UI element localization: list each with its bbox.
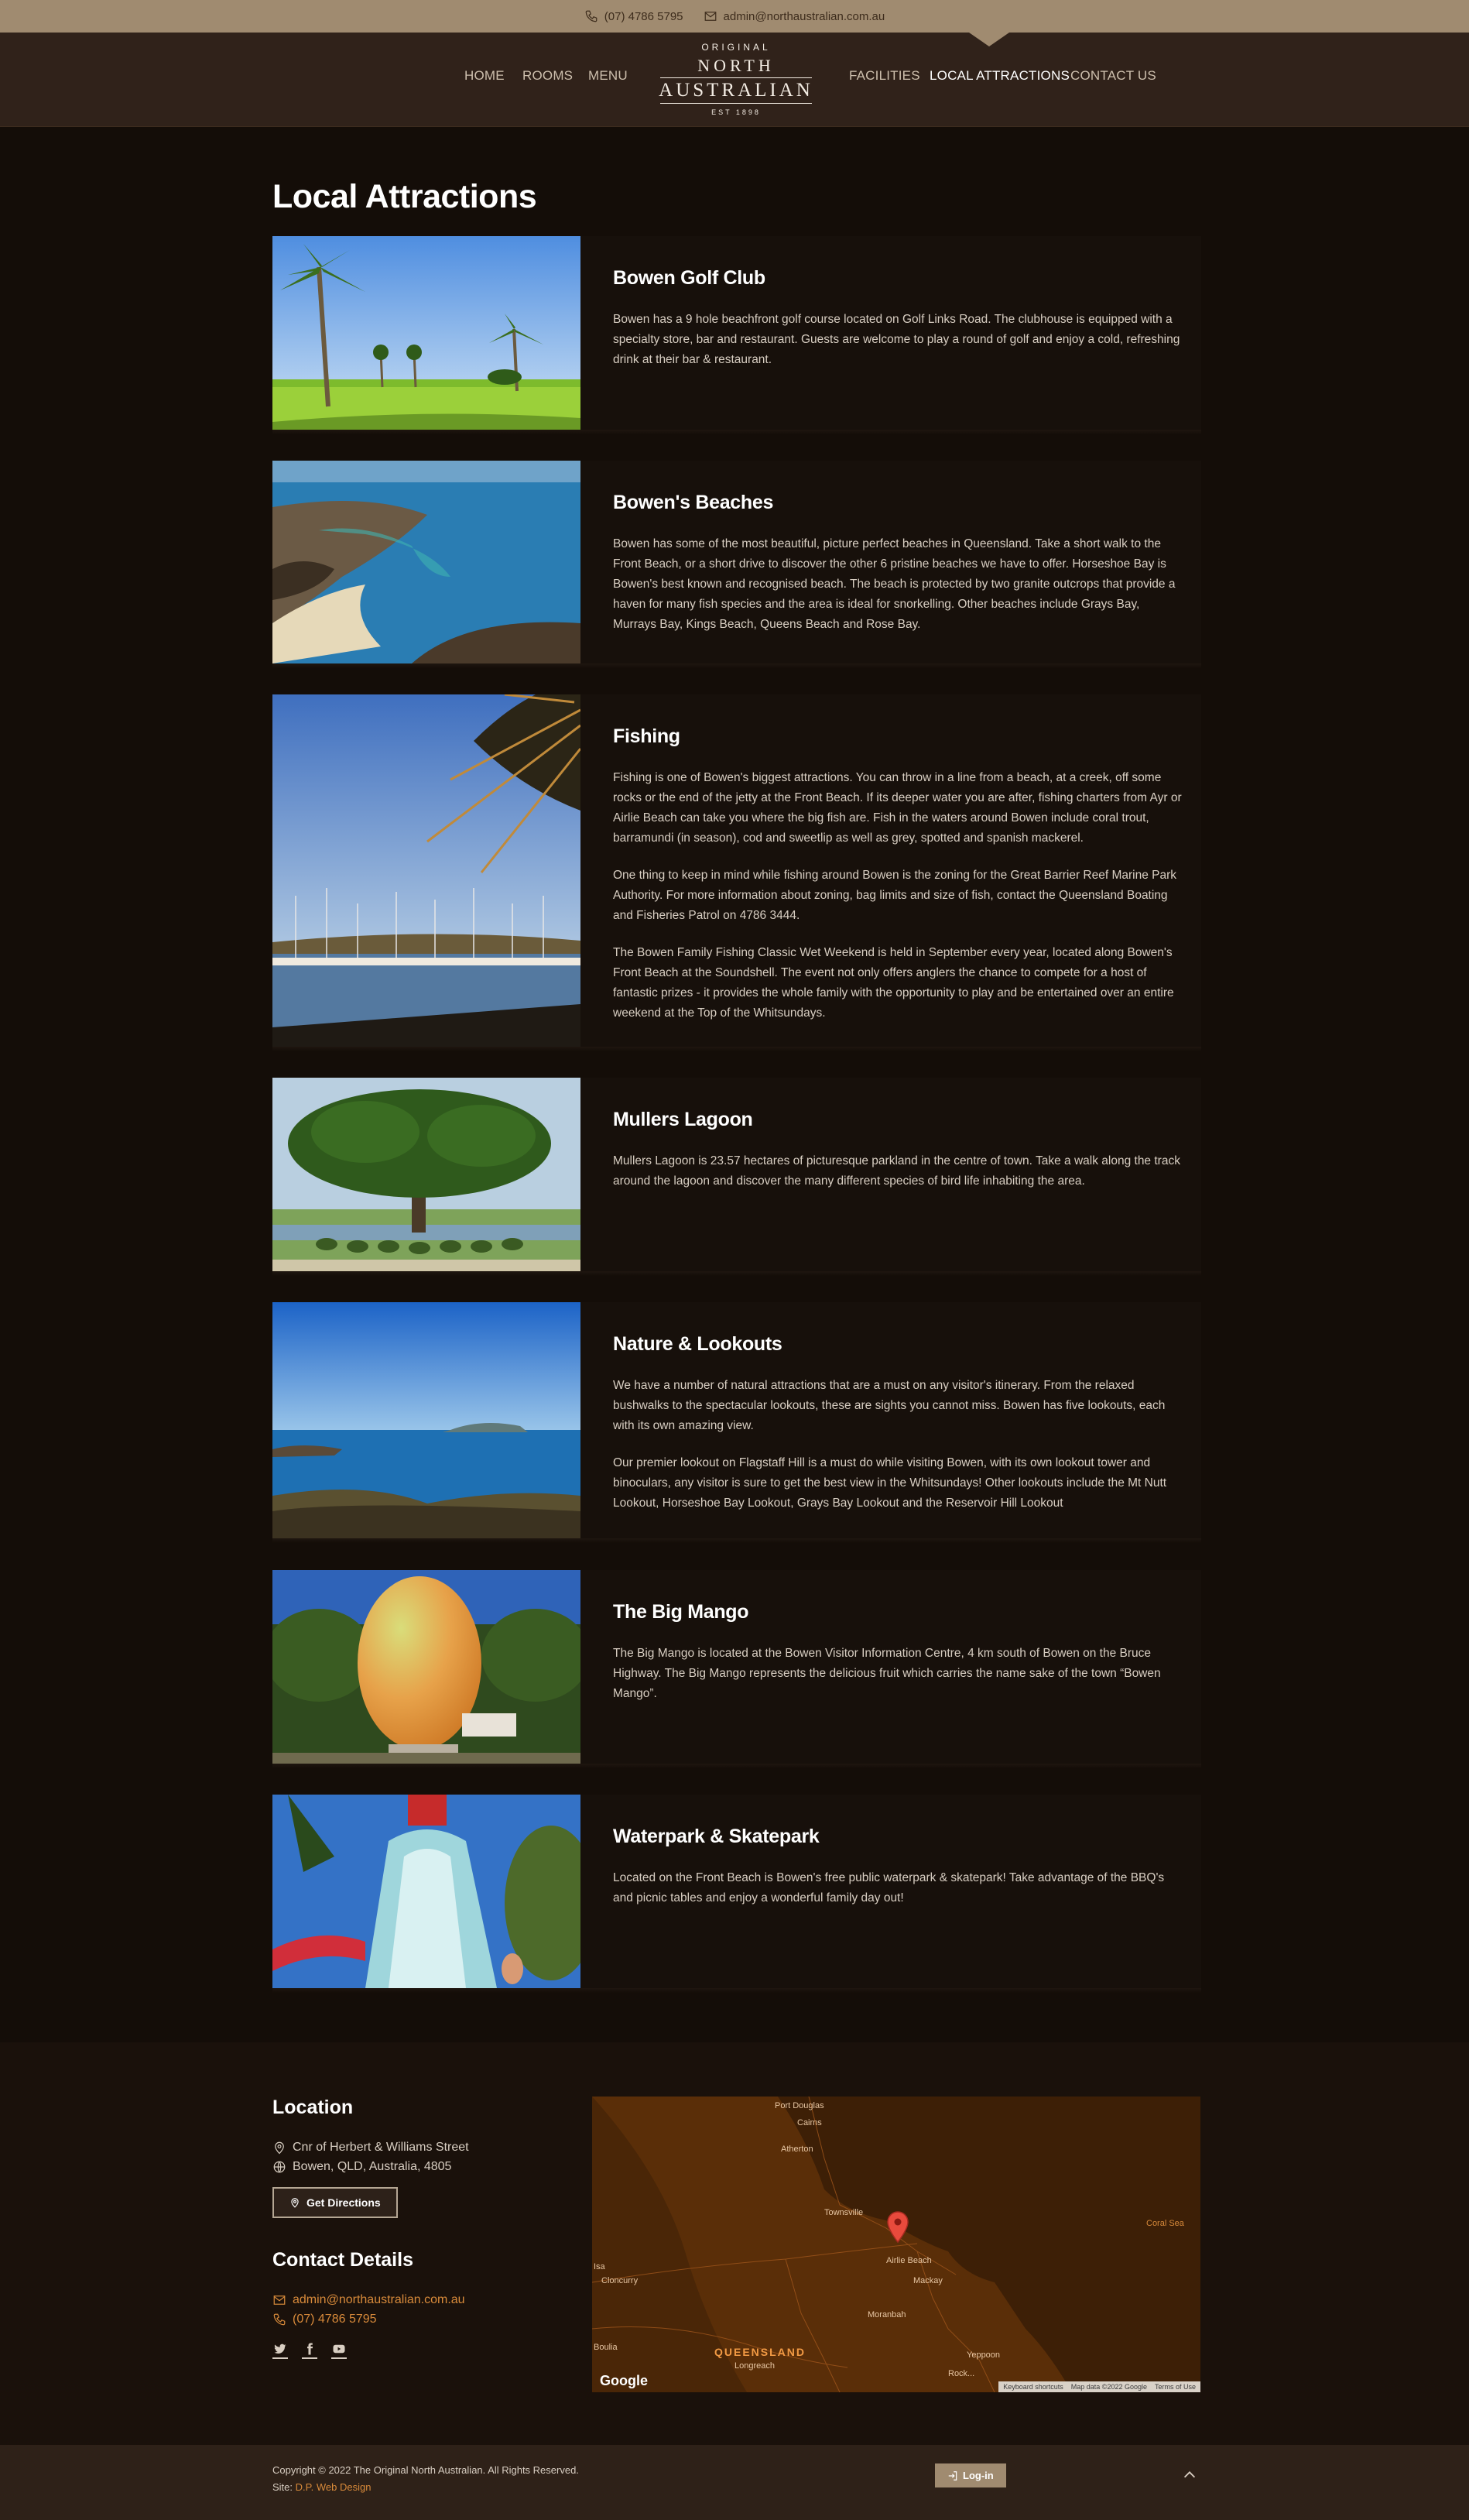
attraction-paragraph: One thing to keep in mind while fishing around Bowen is the zoning for the Great Barrier Reef Marine Park Authority. For more information about zoning, bag limits and size of fish, contact the Queensland Boating and Fisheries Patrol on 4786 3444. [613,869,1177,922]
map-data-credit: Map data ©2022 Google [1070,2383,1147,2391]
nav-local-attractions[interactable]: LOCAL ATTRACTIONS [930,68,1070,83]
attraction-body [613,267,1186,387]
location-heading: Location [272,2097,354,2118]
address-line-1-text: Cnr of Herbert & Williams Street [293,2141,469,2154]
map-label-mackay: Mackay [913,2276,943,2285]
attraction-paragraph: The Big Mango is located at the Bowen Visitor Information Centre, 4 km south of Bowen on the Bruce Highway. The Big Mango represents the delicious fruit which carries the name sake of the town “Bowen Mango”. [613,1647,1161,1700]
attraction-paragraph: The Bowen Family Fishing Classic Wet Weekend is held in September every year, located along Bowen's Front Beach at the Soundshell. The event not only offers anglers the chance to compete for a host of fantastic prizes - it provides the whole family with the opportunity to play and be entertained over an entire weekend at the Top of the Whitsundays. [613,946,1174,1020]
twitter-icon[interactable] [272,2342,288,2359]
map-label-longreach: Longreach [734,2361,775,2371]
attraction-body [613,492,1186,652]
attraction-photo-beaches [272,461,580,663]
attraction-paragraph: Fishing is one of Bowen's biggest attractions. You can throw in a line from a beach, at a creek, off some rocks or the end of the jetty at the Front Beach. If its deeper water you are after, fishing charters from Ayr or Airlie Beach can take you where the big fish are. Fish in the waters around Bowen include coral trout, barramundi (in season), cod and sweetlip as well as grey, spotted and spanish mackerel. [613,771,1182,845]
attraction-body [613,1601,1186,1721]
attraction-body [613,725,1186,1041]
address-line-2 [272,2160,551,2174]
logo-divider [660,103,812,104]
phone-icon [584,9,598,23]
attraction-title: Fishing [613,725,680,747]
logo-est: EST 1898 [711,108,761,116]
attraction-title: Waterpark & Skatepark [613,1826,820,1847]
site-credit [272,2479,579,2496]
topbar-phone[interactable] [584,9,683,23]
footer-phone[interactable] [272,2313,551,2326]
map-label-boulia: Boulia [594,2343,618,2352]
map-label-isa: Isa [594,2262,605,2271]
map-label-atherton: Atherton [781,2145,813,2154]
attraction-divider [272,663,1201,668]
phone-icon [272,2313,286,2326]
attraction-fishing [272,694,1201,1058]
copyright-block [272,2462,579,2496]
map-marker-icon[interactable] [886,2211,909,2244]
page-title: Local Attractions [272,178,537,215]
map-pin-icon [289,2197,300,2208]
attraction-title: Bowen's Beaches [613,492,774,513]
attraction-golf [272,236,1201,445]
nav-rooms[interactable]: ROOMS [522,68,574,83]
google-logo: Google [600,2373,648,2388]
nav-facilities[interactable]: FACILITIES [849,68,920,83]
attraction-photo-big-mango [272,1570,580,1764]
map-label-rock: Rock... [948,2369,975,2378]
attraction-title: Nature & Lookouts [613,1333,782,1355]
mail-icon [704,9,717,23]
attraction-divider [272,1764,1201,1768]
logo-australian: AUSTRALIAN [659,80,813,101]
attraction-divider [272,1047,1201,1051]
map-label-airlie-beach: Airlie Beach [886,2256,932,2265]
mail-icon [272,2293,286,2307]
logo-original: ORIGINAL [701,42,771,53]
attraction-title: Bowen Golf Club [613,267,765,289]
get-directions-button[interactable] [272,2187,398,2218]
map-terrain [592,2097,1200,2392]
map-keyboard-shortcuts[interactable]: Keyboard shortcuts [1003,2383,1063,2391]
attraction-paragraph: Mullers Lagoon is 23.57 hectares of picturesque parkland in the centre of town. Take a walk along the track around the lagoon and discover the many different species of bird life inhabiting the area. [613,1154,1180,1188]
map-label-cloncurry: Cloncurry [601,2276,639,2285]
contact-details-heading: Contact Details [272,2249,413,2271]
topbar-phone-text: (07) 4786 5795 [604,9,683,23]
attraction-paragraph: We have a number of natural attractions that are a must on any visitor's itinerary. From the relaxed bushwalks to the spectacular lookouts, these are sights you cannot miss. Bowen has five lookouts, each with its own amazing view. [613,1379,1166,1432]
attraction-divider [272,1271,1201,1276]
map-pin-icon [272,2141,286,2155]
top-contact-bar [0,0,1469,33]
attraction-title: The Big Mango [613,1601,749,1623]
attraction-photo-lookouts [272,1302,580,1538]
attraction-photo-fishing [272,694,580,1047]
attraction-title: Mullers Lagoon [613,1109,753,1130]
bottom-bar [0,2445,1469,2520]
attraction-divider [272,1538,1201,1543]
topbar-email-text: admin@northaustralian.com.au [723,9,885,23]
get-directions-label: Get Directions [306,2196,381,2209]
attraction-divider [272,430,1201,434]
attraction-waterpark [272,1795,1201,2004]
attraction-photo-golf [272,236,580,430]
map-label-yeppoon: Yeppoon [967,2350,1001,2360]
login-icon [947,2470,958,2481]
topbar-email[interactable] [704,9,885,23]
attraction-photo-waterpark [272,1795,580,1988]
globe-icon [272,2160,286,2174]
map-label-moranbah: Moranbah [868,2310,906,2319]
attraction-beaches [272,461,1201,677]
logo-north: NORTH [697,56,775,75]
map-label-port-douglas: Port Douglas [775,2101,824,2110]
footer-email[interactable] [272,2293,551,2307]
map-label-coral-sea: Coral Sea [1146,2219,1184,2228]
attraction-body [613,1826,1186,1925]
chevron-up-icon[interactable] [1181,2467,1198,2484]
attraction-paragraph: Bowen has some of the most beautiful, picture perfect beaches in Queensland. Take a short walk to the Front Beach, or a short drive to discover the other 6 pristine beaches we have to offer. Horseshoe Bay is Bowen's best known and recognised beach. The beach is protected by two granite outcrops that provide a haven for many fish species and the area is ideal for snorkelling. Other beaches include Grays Bay, Murrays Bay, Kings Beach, Queens Beach and Rose Bay. [613,537,1176,631]
nav-contact-us[interactable]: CONTACT US [1070,68,1156,83]
copyright-text: Copyright © 2022 The Original North Australian. All Rights Reserved. [272,2464,579,2476]
logo-divider [660,77,812,78]
map-label-cairns: Cairns [797,2118,822,2127]
site-logo[interactable] [655,37,817,124]
site-credit-link[interactable]: D.P. Web Design [295,2481,372,2493]
social-links [272,2342,551,2359]
facebook-icon[interactable] [302,2342,317,2359]
location-map[interactable] [592,2097,1200,2392]
attraction-paragraph: Bowen has a 9 hole beachfront golf course located on Golf Links Road. The clubhouse is equipped with a specialty store, bar and restaurant. Guests are welcome to play a round of golf and enjoy a cold, refreshing drink at their bar & restaurant. [613,313,1180,366]
attraction-big-mango [272,1570,1201,1779]
map-terms-of-use[interactable]: Terms of Use [1154,2383,1196,2391]
attraction-body [613,1109,1186,1209]
address-line-2-text: Bowen, QLD, Australia, 4805 [293,2160,452,2173]
address-line-1 [272,2141,551,2155]
map-label-queensland: QUEENSLAND [714,2346,806,2358]
map-attribution [998,2381,1200,2392]
nav-home[interactable]: HOME [464,68,505,83]
attraction-paragraph: Located on the Front Beach is Bowen's free public waterpark & skatepark! Take advantage of the BBQ's and picnic tables and enjoy a wonderful family day out! [613,1871,1165,1905]
attraction-paragraph: Our premier lookout on Flagstaff Hill is a must do while visiting Bowen, with its own lookout tower and binoculars, any visitor is sure to get the best view in the Whitsundays! Other lookouts include the Mt Nutt Lookout, Horseshoe Bay Lookout, Grays Bay Lookout and the Reservoir Hill Lookout [613,1456,1167,1510]
footer-phone-text: (07) 4786 5795 [293,2313,377,2326]
attraction-photo-lagoon [272,1078,580,1271]
attraction-mullers-lagoon [272,1078,1201,1287]
nav-menu[interactable]: MENU [588,68,628,83]
attraction-divider [272,1988,1201,1993]
active-nav-indicator [969,33,1009,46]
footer-email-text: admin@northaustralian.com.au [293,2293,465,2306]
site-credit-label: Site: [272,2481,293,2493]
attraction-body [613,1333,1186,1531]
login-button[interactable] [935,2463,1006,2487]
attraction-nature-lookouts [272,1302,1201,1554]
login-label: Log-in [963,2470,994,2481]
youtube-icon[interactable] [331,2342,347,2359]
footer-contact-column [272,2097,551,2359]
map-label-townsville: Townsville [824,2208,864,2217]
